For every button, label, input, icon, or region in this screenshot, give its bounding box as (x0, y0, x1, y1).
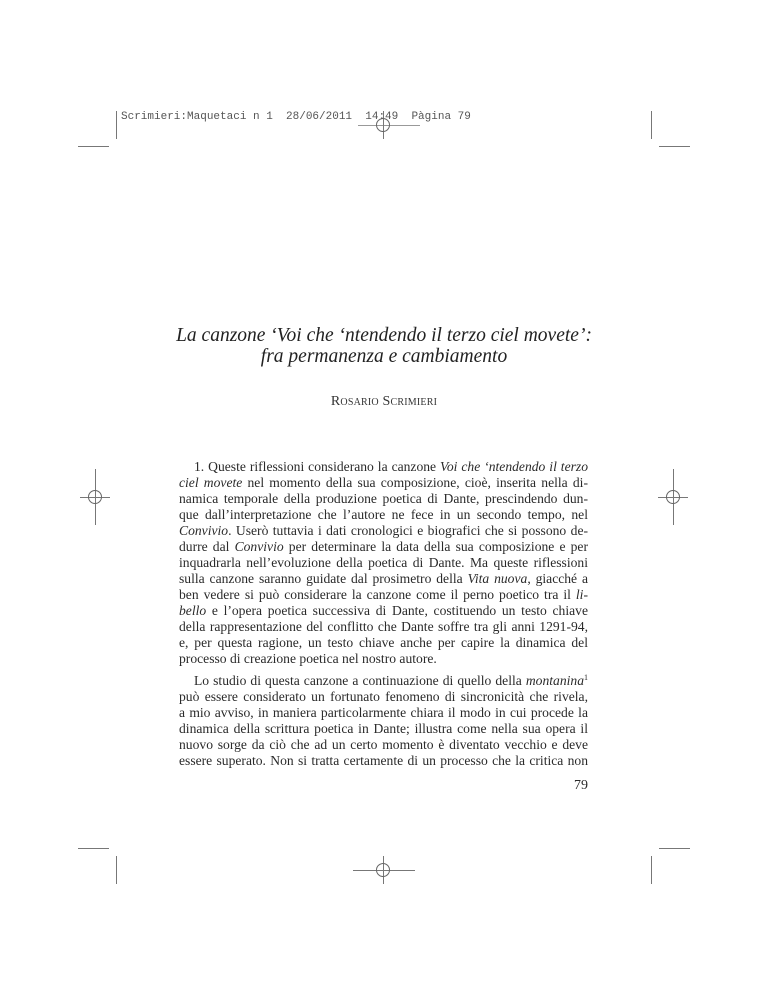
text-segment: a mio avviso, in maniera particolarmente chiara il modo in cui procede la (179, 705, 588, 720)
crop-mark-bottom-left-h (78, 848, 109, 849)
text-line (179, 491, 588, 507)
article-title-line-1: La canzone ‘Voi che ‘ntendendo il terzo ciel movete’: (176, 325, 592, 346)
text-segment: durre dal (179, 539, 235, 554)
crop-mark-top-right-h (659, 146, 690, 147)
text-segment: della rappresentazione del conflitto che Dante soffre tra gli anni 1291-94, (179, 619, 588, 634)
italic-text: bello (179, 603, 207, 618)
text-line (179, 673, 588, 689)
text-segment: . Userò tuttavia i dati cronologici e biografici che si possono de- (228, 523, 588, 538)
crop-mark-top-right-v (651, 111, 652, 139)
text-line (179, 721, 588, 737)
crop-mark-top-left-v (116, 111, 117, 139)
crop-mark-bottom-right-h (659, 848, 690, 849)
text-segment: namica temporale della produzione poetica di Dante, prescindendo dun- (179, 491, 588, 506)
text-line (179, 475, 588, 491)
crop-mark-bottom-left-v (116, 856, 117, 884)
text-segment: , giacché a (527, 571, 589, 586)
paragraph (179, 459, 588, 667)
text-line (179, 689, 588, 705)
article-title-line-2: fra permanenza e cambiamento (260, 346, 508, 367)
italic-text: ciel movete (179, 475, 243, 490)
text-segment: 1. Queste riflessioni considerano la canzone (194, 459, 441, 474)
italic-text: Convivio (234, 539, 284, 554)
text-line (179, 651, 588, 667)
crop-mark-top-left-h (78, 146, 109, 147)
text-segment: e, per questa ragione, un testo chiave anche per capire la dinamica del (179, 635, 588, 650)
text-line (179, 603, 588, 619)
text-line (179, 737, 588, 753)
italic-text: li- (575, 587, 588, 602)
text-line (179, 635, 588, 651)
text-line (179, 523, 588, 539)
text-line (179, 571, 588, 587)
page-number: 79 (574, 778, 588, 793)
author-name: Rosario Scrimieri (330, 394, 438, 409)
text-segment: nel momento della sua composizione, cioè, inserita nella di- (242, 475, 588, 490)
text-segment: Lo studio di questa canzone a continuazione di quello della (194, 673, 526, 688)
text-line (179, 507, 588, 523)
text-line (179, 587, 588, 603)
text-line (179, 539, 588, 555)
italic-text: Vita nuova (467, 571, 528, 586)
text-segment: sulla canzone saranno guidate dal prosimetro della (179, 571, 468, 586)
text-line (179, 753, 588, 769)
text-segment: per determinare la data della sua composizione e per (283, 539, 588, 554)
text-line (179, 555, 588, 571)
print-slug: Scrimieri:Maquetaci n 1 28/06/2011 14:49 Pàgina 79 (121, 111, 471, 123)
italic-text: Convivio (179, 523, 229, 538)
crop-mark-bottom-right-v (651, 856, 652, 884)
article-body (179, 459, 588, 769)
text-line (179, 619, 588, 635)
text-segment: può essere considerato un fortunato fenomeno di sincronicità che rivela, (179, 689, 588, 704)
text-segment: processo di creazione poetica nel nostro autore. (179, 651, 437, 666)
text-segment: ben vedere si può considerare la canzone come il perno poetico tra il (179, 587, 576, 602)
paragraph (179, 673, 588, 769)
italic-text: montanina (525, 673, 584, 688)
text-line (179, 459, 588, 475)
text-segment: essere superato. Non si tratta certamente di un processo che la critica non (179, 753, 588, 768)
text-segment: dinamica della scrittura poetica in Dante; illustra come nella sua opera il (179, 721, 588, 736)
text-line (179, 705, 588, 721)
text-segment: inquadrarla nell’evoluzione della poetica di Dante. Ma queste riflessioni (179, 555, 588, 570)
footnote-marker[interactable]: 1 (584, 673, 588, 682)
italic-text: Voi che ‘ntendendo il terzo (440, 459, 588, 474)
text-segment: nuovo sorge da ciò che ad un certo momento è diventato vecchio e deve (179, 737, 588, 752)
text-segment: e l’opera poetica successiva di Dante, costituendo un testo chiave (206, 603, 588, 618)
text-segment: que dall’interpretazione che l’autore ne fece in un secondo tempo, nel (179, 507, 588, 522)
